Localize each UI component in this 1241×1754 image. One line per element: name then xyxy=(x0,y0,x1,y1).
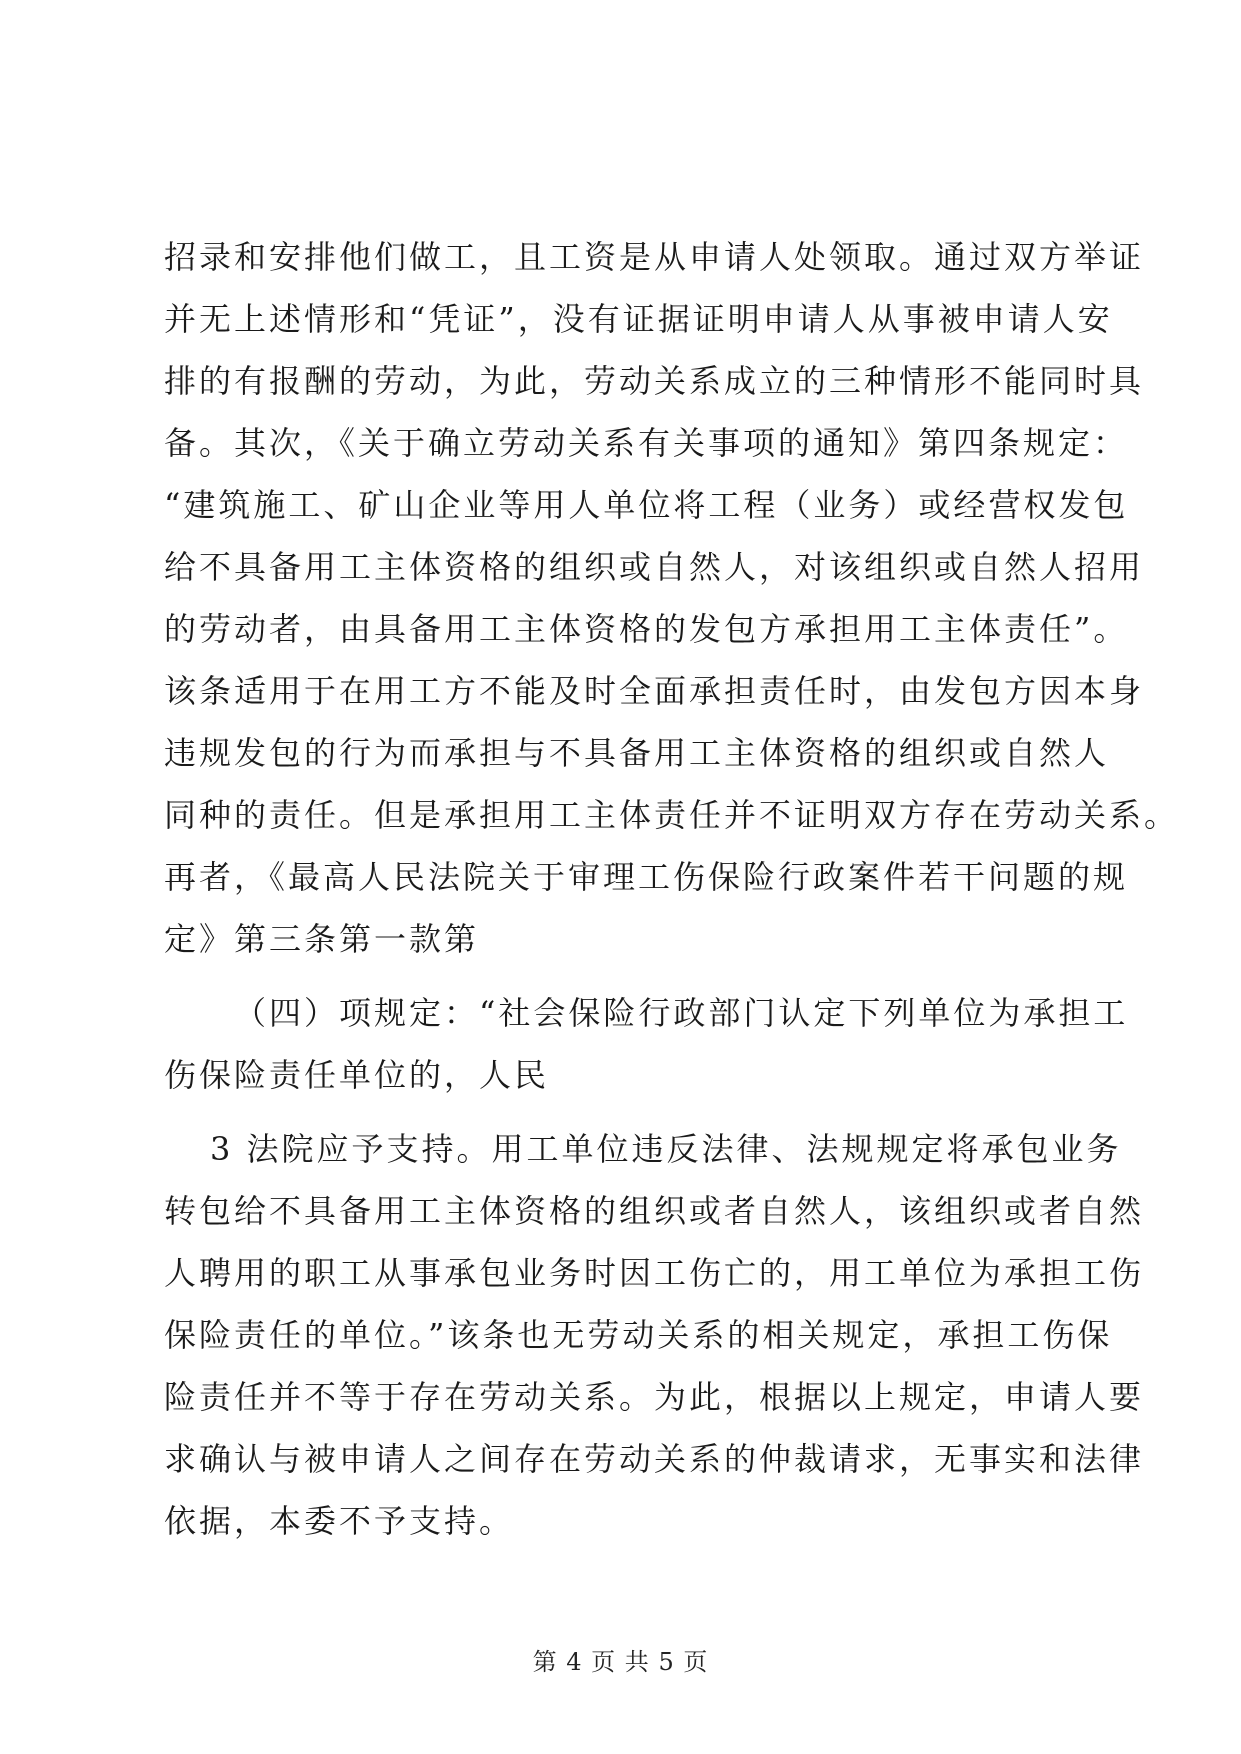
text-line: 定》第三条第一款第 xyxy=(164,920,480,958)
text-line: 转包给不具备用工主体资格的组织或者自然人，该组织或者自然 xyxy=(164,1192,1145,1230)
text-line: 给不具备用工主体资格的组织或自然人，对该组织或自然人招用 xyxy=(164,548,1145,586)
text-line: 3 法院应予支持。用工单位违反法律、法规规定将承包业务 xyxy=(210,1130,1122,1168)
page-number-footer: 第 4 页 共 5 页 xyxy=(532,1648,709,1676)
text-line: 再者，《最高人民法院关于审理工伤保险行政案件若干问题的规 xyxy=(164,858,1129,896)
text-line: 并无上述情形和“凭证”，没有证据证明申请人从事被申请人安 xyxy=(164,300,1113,338)
text-line: （四）项规定：“社会保险行政部门认定下列单位为承担工 xyxy=(234,994,1129,1032)
text-line: 备。其次，《关于确立劳动关系有关事项的通知》第四条规定： xyxy=(164,424,1129,462)
text-line: 同种的责任。但是承担用工主体责任并不证明双方存在劳动关系。 xyxy=(164,796,1180,834)
text-line: 该条适用于在用工方不能及时全面承担责任时，由发包方因本身 xyxy=(164,672,1145,710)
text-line: 险责任并不等于存在劳动关系。为此，根据以上规定，申请人要 xyxy=(164,1378,1145,1416)
text-line: 保险责任的单位。”该条也无劳动关系的相关规定，承担工伤保 xyxy=(164,1316,1113,1354)
text-line: 人聘用的职工从事承包业务时因工伤亡的，用工单位为承担工伤 xyxy=(164,1254,1145,1292)
text-line: 求确认与被申请人之间存在劳动关系的仲裁请求，无事实和法律 xyxy=(164,1440,1145,1478)
text-line: 的劳动者，由具备用工主体资格的发包方承担用工主体责任”。 xyxy=(164,610,1129,648)
text-line: “建筑施工、矿山企业等用人单位将工程（业务）或经营权发包 xyxy=(164,486,1129,524)
text-line: 违规发包的行为而承担与不具备用工主体资格的组织或自然人 xyxy=(164,734,1110,772)
document-body xyxy=(164,226,1180,1552)
text-line: 伤保险责任单位的，人民 xyxy=(164,1056,550,1094)
text-line: 招录和安排他们做工，且工资是从申请人处领取。通过双方举证 xyxy=(164,238,1145,276)
text-line: 依据，本委不予支持。 xyxy=(164,1502,515,1540)
text-line: 排的有报酬的劳动，为此，劳动关系成立的三种情形不能同时具 xyxy=(164,362,1145,400)
